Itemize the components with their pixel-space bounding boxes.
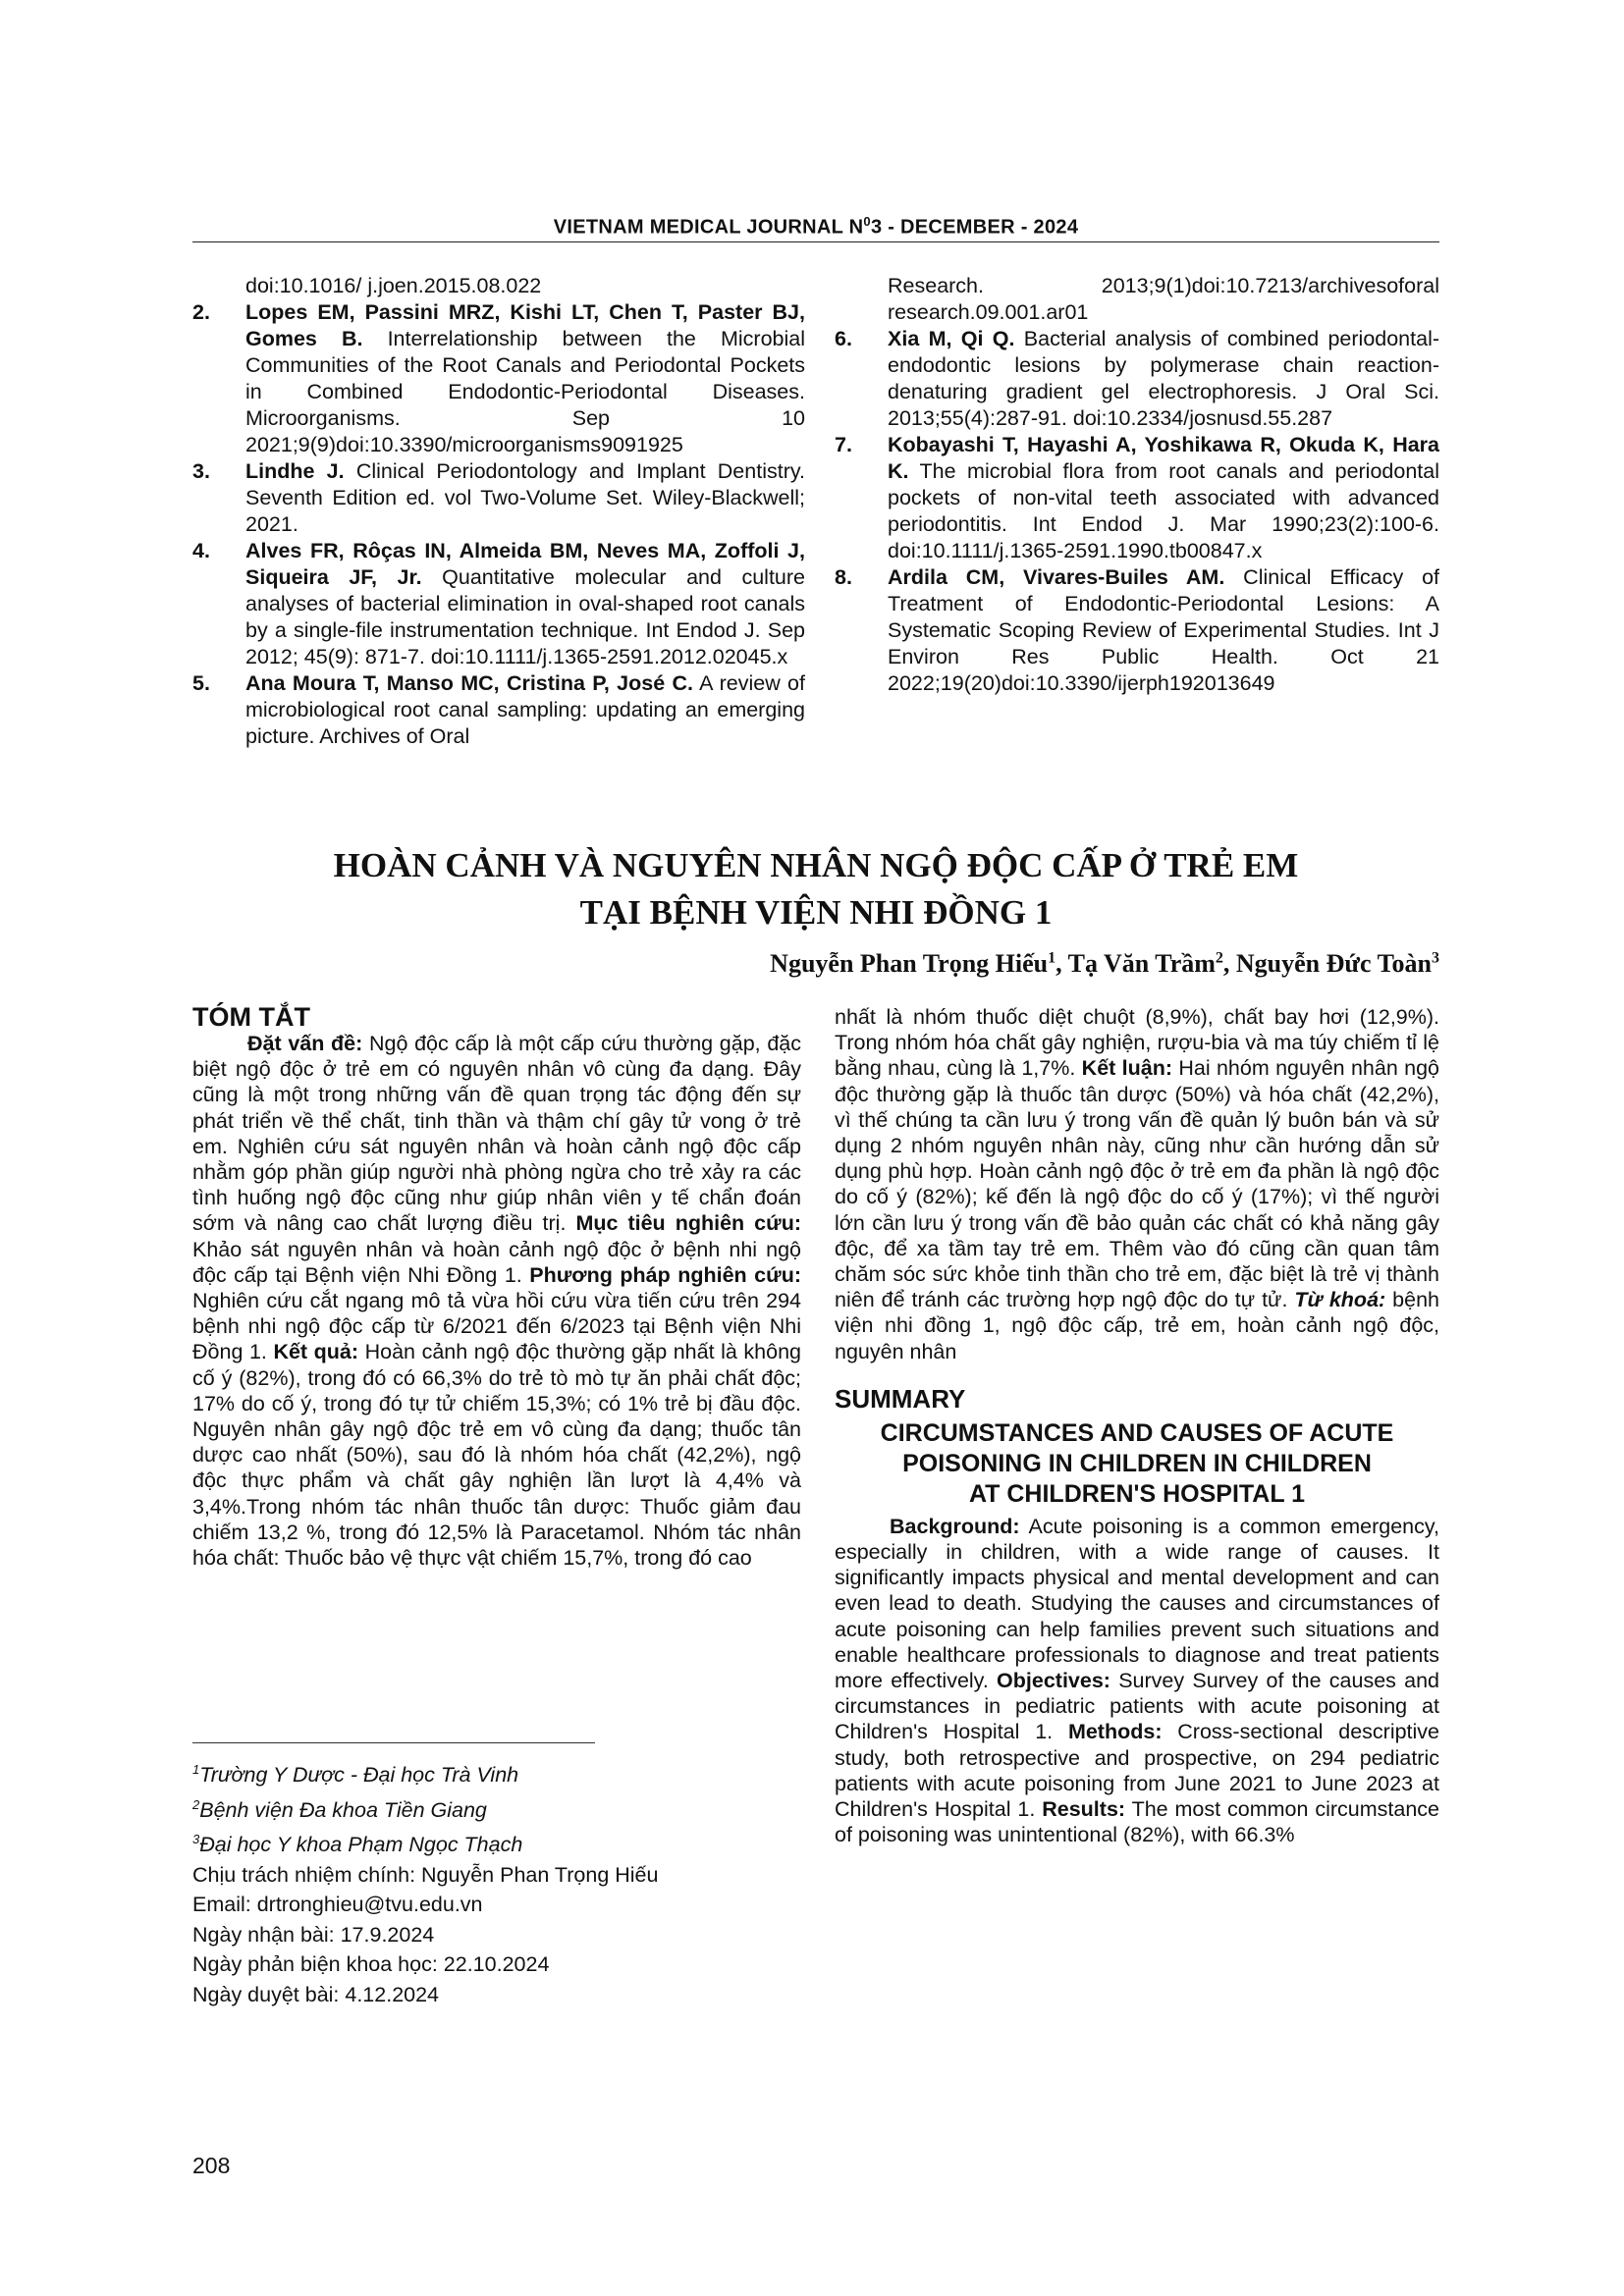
reference-number: 7. — [835, 433, 852, 456]
reference-text: Clinical Efficacy of Treatment of Endodontic-Periodontal Lesions: A Systematic Scoping Review of Experimental Studies. Int J Environ Res Public Health. Oct 21 2022;19(20)doi:10.3390/ijerph192013649 — [888, 565, 1439, 695]
affiliation-sup: 3 — [192, 1832, 200, 1847]
reference-text: A review of microbiological root canal sampling: updating an emerging picture. Archives of Oral — [245, 671, 805, 748]
author-name: Nguyễn Phan Trọng Hiếu — [770, 949, 1049, 978]
abstract-vi-left — [192, 1004, 801, 1571]
reference-authors: Lopes EM, Passini MRZ, Kishi LT, Chen T, Paster BJ, Gomes B. — [245, 300, 805, 350]
author-affiliation-sup: 2 — [1215, 949, 1223, 967]
label-background: Đặt vấn đề: — [247, 1032, 363, 1055]
text-methods: Nghiên cứu cắt ngang mô tả vừa hồi cứu vừa tiến cứu trên 294 bệnh nhi ngộ độc cấp từ 6/2021 đến 6/2023 tại Bệnh viện Nhi Đồng 1. — [192, 1289, 801, 1364]
abstract-en-body — [835, 1514, 1439, 1848]
reference-authors: Xia M, Qi Q. — [888, 327, 1015, 350]
label-objectives-en: Objectives: — [997, 1669, 1110, 1693]
article-authors — [192, 949, 1439, 979]
text-results: Hoàn cảnh ngộ độc thường gặp nhất là không cố ý (82%), trong đó có 66,3% do trẻ tò mò tự ăn phải chất độc; 17% do cố ý, trong đó tự tử chiếm 15,3%; có 1% trẻ bị đầu độc. Nguyên nhân gây ngộ độc trẻ em vô cùng đa dạng; thuốc tân dược cao nhất (50%), sau đó là nhóm hóa chất (42,2%), ngộ độc thực phẩm và chất gây nghiện lần lượt là 4,4% và 3,4%.Trong nhóm tác nhân thuốc tân dược: Thuốc giảm đau chiếm 13,2 %, trong đó 12,5% là Paracetamol. Nhóm tác nhân hóa chất: Thuốc bảo vệ thực vật chiếm 15,7%, trong đó cao — [192, 1340, 802, 1571]
journal-name: VIETNAM MEDICAL JOURNAL N — [553, 216, 864, 239]
reference-list-left — [192, 299, 805, 750]
author-separator: , — [1056, 949, 1068, 978]
affiliation-sup: 1 — [192, 1762, 200, 1777]
text-objectives-en: Survey Survey of the causes and circumstances in pediatric patients with acute poisoning at Children's Hospital 1. — [835, 1669, 1440, 1744]
reference-item — [192, 538, 805, 670]
reference-text: The microbial flora from root canals and periodontal pockets of non-vital teeth associated with advanced periodontitis. Int Endod J. Mar 1990;23(2):100-6. doi:10.1111/j.1365-2591.1990.tb00847.x — [888, 459, 1439, 562]
label-objective: Mục tiêu nghiên cứu: — [575, 1211, 801, 1236]
article-title-line: HOÀN CẢNH VÀ NGUYÊN NHÂN NGỘ ĐỘC CẤP Ở TRẺ EM — [333, 846, 1299, 884]
abstract-vi-paragraph-cont — [835, 1004, 1439, 1364]
affiliation-2 — [192, 1790, 801, 1826]
journal-number-sup: 0 — [863, 214, 871, 229]
text-background: Ngộ độc cấp là một cấp cứu thường gặp, đặc biệt ngộ độc ở trẻ em có nguyên nhân vô cùng đa dạng. Đây cũng là một trong những vấn đề quan trọng tác động đến sự phát triển về thể chất, tinh thần và thậm chí gây tử vong ở trẻ em. Nghiên cứu sát nguyên nhân và hoàn cảnh ngộ độc cấp nhằm góp phần giúp người nhà phòng ngừa cho trẻ xảy ra các tình huống ngộ độc cũng như giúp nhân viên y tế chẩn đoán sớm và nâng cao chất lượng điều trị. — [192, 1032, 801, 1236]
reference-authors: Ardila CM, Vivares-Builes AM. — [888, 565, 1225, 589]
affiliation-1 — [192, 1755, 801, 1790]
footnotes — [192, 1755, 801, 2009]
abstract-vi-paragraph — [192, 1031, 801, 1571]
text-background-en: Acute poisoning is a common emergency, especially in children, with a wide range of causes. It significantly impacts physical and mental development and can even lead to death. Studying the causes and circumstances of acute poisoning can help families prevent such situations and enable healthcare professionals to diagnose and treat patients more effectively. — [835, 1514, 1439, 1693]
reference-text: Quantitative molecular and culture analyses of bacterial elimination in oval-shaped root canals by a single-file instrumentation technique. Int Endod J. Sep 2012; 45(9): 871-7. doi:10.1111/j.1365-2591.2012.02045.x — [245, 565, 805, 668]
abstract-en-paragraph — [835, 1514, 1439, 1848]
reference-authors: Kobayashi T, Hayashi A, Yoshikawa R, Okuda K, Hara K. — [888, 433, 1439, 483]
label-background-en: Background: — [890, 1514, 1020, 1538]
reference-number: 4. — [192, 539, 210, 562]
author-separator: , — [1222, 949, 1236, 978]
abstract-right-column — [835, 1004, 1439, 1847]
page-number: 208 — [192, 2153, 231, 2178]
email: Email: drtronghieu@tvu.edu.vn — [192, 1893, 483, 1917]
text-methods-en: Cross-sectional descriptive study, both retrospective and prospective, on 294 pediatric patients with acute poisoning from June 2021 to June 2023 at Children's Hospital 1. — [835, 1720, 1440, 1822]
author-affiliation-sup: 1 — [1048, 949, 1056, 967]
reference-text: Clinical Periodontology and Implant Dentistry. Seventh Edition ed. vol Two-Volume Set. Wiley-Blackwell; 2021. — [245, 459, 805, 536]
label-keywords: Từ khoá: — [1294, 1288, 1386, 1312]
reference-item — [835, 564, 1439, 697]
author-affiliation-sup: 3 — [1432, 949, 1439, 967]
affiliation-sup: 2 — [192, 1796, 200, 1812]
reference-item — [192, 299, 805, 458]
reference-continuation: Research. 2013;9(1)doi:10.7213/archivesoforal research.09.001.ar01 — [888, 274, 1439, 324]
english-title-line: POISONING IN CHILDREN IN CHILDREN — [902, 1449, 1372, 1477]
affiliation-text: Đại học Y khoa Phạm Ngọc Thạch — [199, 1833, 523, 1857]
footnote-rule — [192, 1742, 595, 1743]
reference-item — [835, 432, 1439, 564]
text-results-en: The most common circumstance of poisoning was unintentional (82%), with 66.3% — [835, 1797, 1440, 1847]
corresponding-author: Chịu trách nhiệm chính: Nguyễn Phan Trọng Hiếu — [192, 1862, 659, 1887]
article-title — [192, 842, 1439, 936]
reference-authors: Lindhe J. — [245, 459, 345, 483]
reference-number: 6. — [835, 327, 852, 350]
reference-authors: Ana Moura T, Manso MC, Cristina P, José C. — [245, 671, 693, 695]
english-title-line: CIRCUMSTANCES AND CAUSES OF ACUTE — [880, 1418, 1394, 1447]
affiliation-text: Bệnh viện Đa khoa Tiền Giang — [199, 1797, 487, 1822]
abstract-heading: TÓM TẮT — [192, 1002, 310, 1032]
author-name: Nguyễn Đức Toàn — [1235, 949, 1432, 978]
label-methods-en: Methods: — [1067, 1720, 1163, 1744]
references-right-column — [835, 273, 1439, 697]
label-results: Kết quả: — [273, 1340, 359, 1364]
text-keywords: bệnh viện nhi đồng 1, ngộ độc cấp, trẻ em, hoàn cảnh ngộ độc, nguyên nhân — [835, 1288, 1439, 1363]
reference-number: 3. — [192, 459, 210, 483]
article-title-line: TẠI BỆNH VIỆN NHI ĐỒNG 1 — [579, 893, 1053, 932]
date-received: Ngày nhận bài: 17.9.2024 — [192, 1922, 435, 1947]
text-objective: Khảo sát nguyên nhân và hoàn cảnh ngộ độc ở bệnh nhi ngộ độc cấp tại Bệnh viện Nhi Đồng 1. — [192, 1237, 801, 1287]
label-conclusion: Kết luận: — [1081, 1056, 1173, 1081]
reference-authors: Alves FR, Rôças IN, Almeida BM, Neves MA, Zoffoli J, Siqueira JF, Jr. — [245, 539, 805, 589]
date-accepted: Ngày duyệt bài: 4.12.2024 — [192, 1982, 440, 2006]
label-results-en: Results: — [1042, 1797, 1126, 1822]
reference-item — [192, 670, 805, 750]
abstract-vi-body — [192, 1031, 801, 1571]
summary-heading: SUMMARY — [835, 1383, 966, 1414]
reference-item — [835, 326, 1439, 432]
text-results-cont: nhất là nhóm thuốc diệt chuột (8,9%), chất bay hơi (12,9%). Trong nhóm hóa chất gây nghiện, rượu-bia và ma túy chiếm tỉ lệ bằng nhau, cùng là 1,7%. — [835, 1005, 1439, 1081]
english-title — [835, 1418, 1439, 1510]
abstract-vi-continued — [835, 1004, 1439, 1364]
label-methods: Phương pháp nghiên cứu: — [529, 1262, 801, 1287]
affiliation-text: Trường Y Dược - Đại học Trà Vinh — [199, 1763, 519, 1788]
affiliation-3 — [192, 1825, 801, 1860]
reference-text: Bacterial analysis of combined periodontal-endodontic lesions by polymerase chain reaction-denaturing gradient gel electrophoresis. J Oral Sci. 2013;55(4):287-91. doi:10.2334/josnusd.55.287 — [888, 327, 1440, 430]
reference-number: 8. — [835, 565, 852, 589]
journal-issue: 3 - DECEMBER - 2024 — [870, 216, 1079, 239]
date-reviewed: Ngày phản biện khoa học: 22.10.2024 — [192, 1952, 550, 1977]
author-name: Tạ Văn Trầm — [1067, 949, 1216, 978]
text-conclusion: Hai nhóm nguyên nhân ngộ độc thường gặp là thuốc tân dược (50%) và hóa chất (42,2%), vì thế chúng ta cần lưu ý trong vấn đề quản lý buôn bán và sử dụng 2 nhóm nguyên nhân này, cũng như cần hướng dẫn sử dụng phù hợp. Hoàn cảnh ngộ độc ở trẻ em đa phần là ngộ độc do cố ý (82%); kế đến là ngộ độc do cố ý (17%); vì thế người lớn cần lưu ý trong vấn đề bảo quản các chất có khả năng gây độc, để xa tầm tay trẻ em. Thêm vào đó cũng cần quan tâm chăm sóc sức khỏe tinh thần cho trẻ em, đặc biệt là trẻ vị thành niên để tránh các trường hợp ngộ độc do tự tử. — [835, 1056, 1439, 1312]
reference-number: 2. — [192, 300, 210, 324]
reference-continuation: doi:10.1016/ j.joen.2015.08.022 — [245, 274, 542, 297]
reference-text: Interrelationship between the Microbial Communities of the Root Canals and Periodontal Pockets in Combined Endodontic-Periodontal Diseases. Microorganisms. Sep 10 2021;9(9)doi:10.3390/microorganisms9091925 — [245, 327, 805, 456]
reference-number: 5. — [192, 671, 210, 695]
header-rule — [192, 241, 1439, 242]
references-left-column — [192, 273, 805, 750]
reference-item — [192, 458, 805, 538]
running-header — [192, 214, 1439, 240]
english-title-line: AT CHILDREN'S HOSPITAL 1 — [968, 1479, 1306, 1508]
